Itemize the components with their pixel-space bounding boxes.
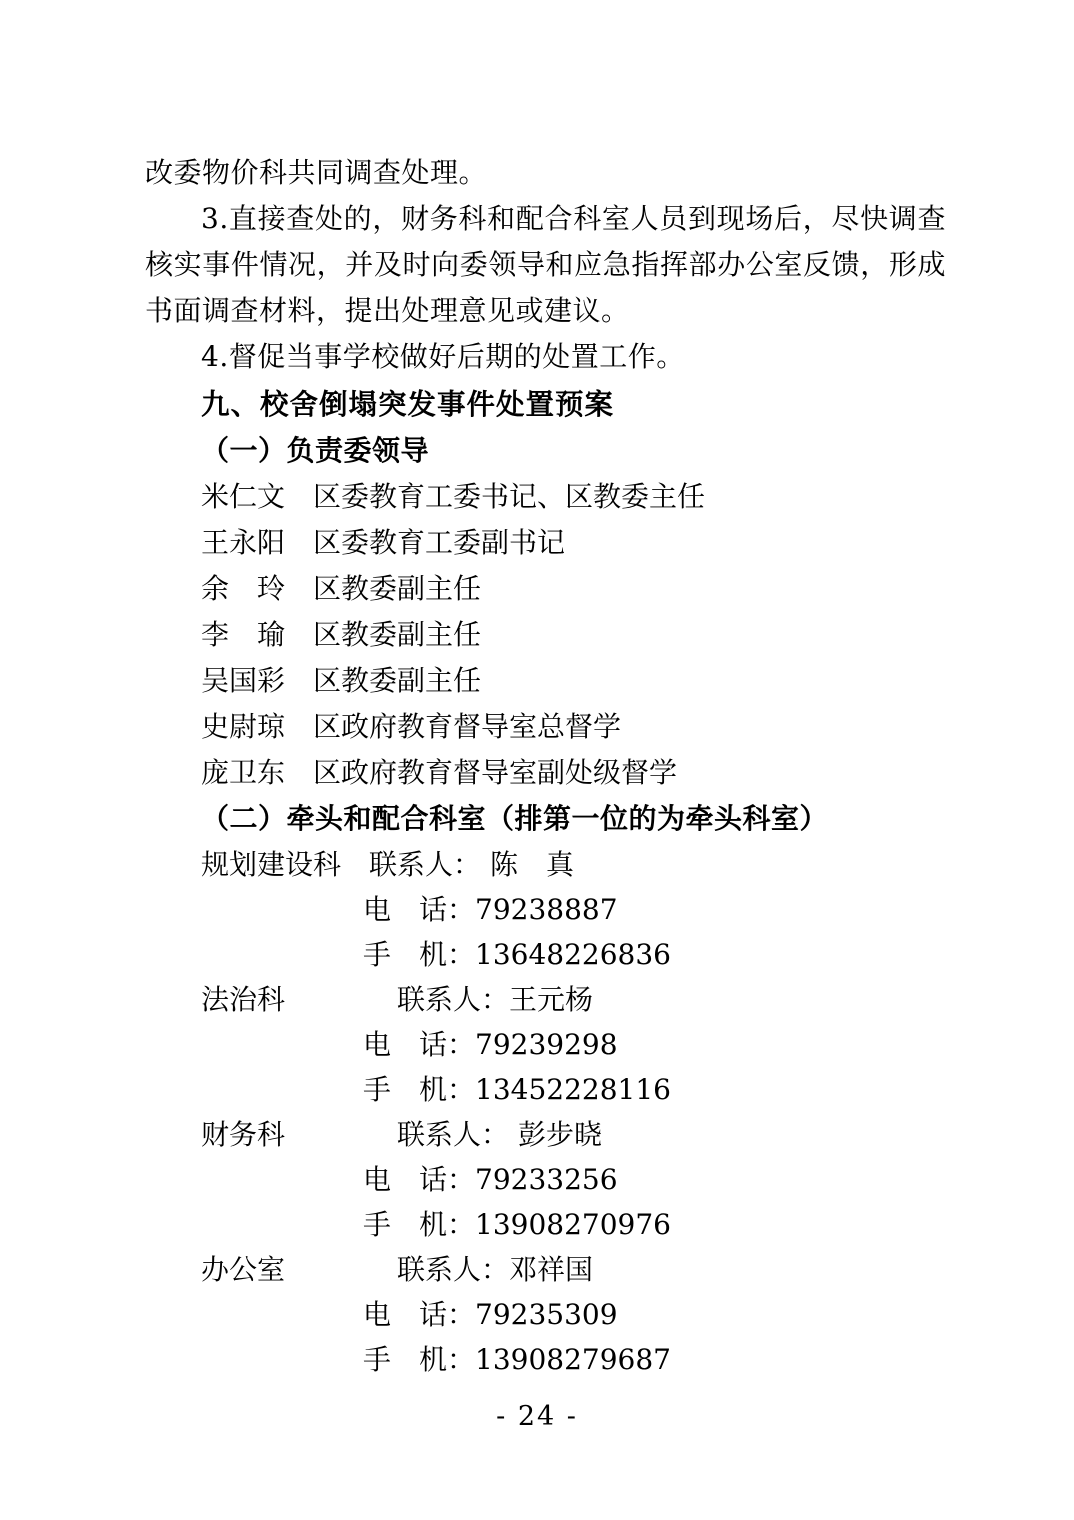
department-mobile-row bbox=[145, 1067, 946, 1112]
leader-row bbox=[145, 658, 946, 704]
leader-row bbox=[145, 474, 946, 520]
spacer bbox=[285, 664, 313, 697]
leader-title: 区委教育工委书记、区教委主任 bbox=[313, 480, 706, 513]
department-phone-row bbox=[145, 1022, 946, 1067]
leader-name: 庞卫东 bbox=[201, 756, 286, 789]
department-mobile-row bbox=[145, 1202, 946, 1247]
phone-value: 79238887 bbox=[475, 893, 618, 926]
leader-title: 区教委副主任 bbox=[313, 618, 482, 651]
mobile-label: 手 机： bbox=[363, 1343, 476, 1376]
department-mobile-row bbox=[145, 932, 946, 977]
spacer bbox=[285, 710, 313, 743]
contact-person-label: 联系人： bbox=[397, 983, 510, 1016]
leader-row bbox=[145, 704, 946, 750]
spacer bbox=[285, 618, 313, 651]
phone-label: 电 话： bbox=[363, 1028, 476, 1061]
leader-name: 史尉琼 bbox=[201, 710, 286, 743]
phone-value: 79239298 bbox=[475, 1028, 618, 1061]
department-phone-row bbox=[145, 1292, 946, 1337]
contact-person-label: 联系人： bbox=[397, 1118, 510, 1151]
page-number: - 24 - bbox=[496, 1401, 578, 1432]
department-phone-row bbox=[145, 887, 946, 932]
spacer bbox=[285, 983, 397, 1016]
department-mobile-row bbox=[145, 1337, 946, 1382]
subsection-leaders-title: （一）负责委领导 bbox=[201, 434, 430, 467]
phone-label: 电 话： bbox=[363, 893, 476, 926]
mobile-label: 手 机： bbox=[363, 1073, 476, 1106]
spacer bbox=[285, 756, 313, 789]
spacer bbox=[285, 572, 313, 605]
mobile-value: 13648226836 bbox=[475, 938, 671, 971]
contact-person-label: 联系人： bbox=[397, 1253, 510, 1286]
leader-name: 吴国彩 bbox=[201, 664, 286, 697]
phone-value: 79235309 bbox=[475, 1298, 618, 1331]
leader-name: 米仁文 bbox=[201, 480, 286, 513]
department-name: 办公室 bbox=[201, 1253, 286, 1286]
phone-label: 电 话： bbox=[363, 1298, 476, 1331]
contact-person-value: 彭步晓 bbox=[509, 1118, 602, 1151]
spacer bbox=[285, 1118, 397, 1151]
leader-title: 区政府教育督导室总督学 bbox=[313, 710, 622, 743]
department-row bbox=[145, 1112, 946, 1157]
leader-row bbox=[145, 750, 946, 796]
department-name: 财务科 bbox=[201, 1118, 286, 1151]
department-phone-row bbox=[145, 1157, 946, 1202]
leader-row bbox=[145, 612, 946, 658]
paragraph-4: 4.督促当事学校做好后期的处置工作。 bbox=[201, 340, 685, 373]
contact-person-value: 王元杨 bbox=[509, 983, 594, 1016]
phone-label: 电 话： bbox=[363, 1163, 476, 1196]
leader-title: 区政府教育督导室副处级督学 bbox=[313, 756, 678, 789]
leader-title: 区委教育工委副书记 bbox=[313, 526, 566, 559]
leader-name: 余 玲 bbox=[201, 572, 286, 605]
contact-person-value: 邓祥国 bbox=[509, 1253, 594, 1286]
leader-title: 区教委副主任 bbox=[313, 664, 482, 697]
continuation-line: 改委物价科共同调查处理。 bbox=[145, 156, 488, 189]
department-row bbox=[145, 977, 946, 1022]
contact-person-label: 联系人： bbox=[369, 848, 482, 881]
paragraph-3: 3.直接查处的，财务科和配合科室人员到现场后，尽快调查核实事件情况，并及时向委领导和应急指挥部办公室反馈，形成书面调查材料，提出处理意见或建议。 bbox=[145, 202, 946, 327]
spacer bbox=[285, 480, 313, 513]
mobile-label: 手 机： bbox=[363, 1208, 476, 1241]
phone-value: 79233256 bbox=[475, 1163, 618, 1196]
department-row bbox=[145, 1247, 946, 1292]
department-name: 规划建设科 bbox=[201, 848, 342, 881]
mobile-value: 13908270976 bbox=[475, 1208, 671, 1241]
spacer bbox=[285, 526, 313, 559]
spacer bbox=[285, 1253, 397, 1286]
mobile-value: 13908279687 bbox=[475, 1343, 671, 1376]
section-heading: 九、校舍倒塌突发事件处置预案 bbox=[201, 387, 615, 421]
mobile-value: 13452228116 bbox=[475, 1073, 671, 1106]
department-name: 法治科 bbox=[201, 983, 286, 1016]
leader-title: 区教委副主任 bbox=[313, 572, 482, 605]
contact-person-value: 陈 真 bbox=[481, 848, 574, 881]
subsection-departments-title: （二）牵头和配合科室（排第一位的为牵头科室） bbox=[201, 802, 829, 835]
mobile-label: 手 机： bbox=[363, 938, 476, 971]
leader-row bbox=[145, 520, 946, 566]
leader-name: 王永阳 bbox=[201, 526, 286, 559]
leader-name: 李 瑜 bbox=[201, 618, 286, 651]
spacer bbox=[341, 848, 369, 881]
leader-row bbox=[145, 566, 946, 612]
department-row bbox=[145, 842, 946, 887]
